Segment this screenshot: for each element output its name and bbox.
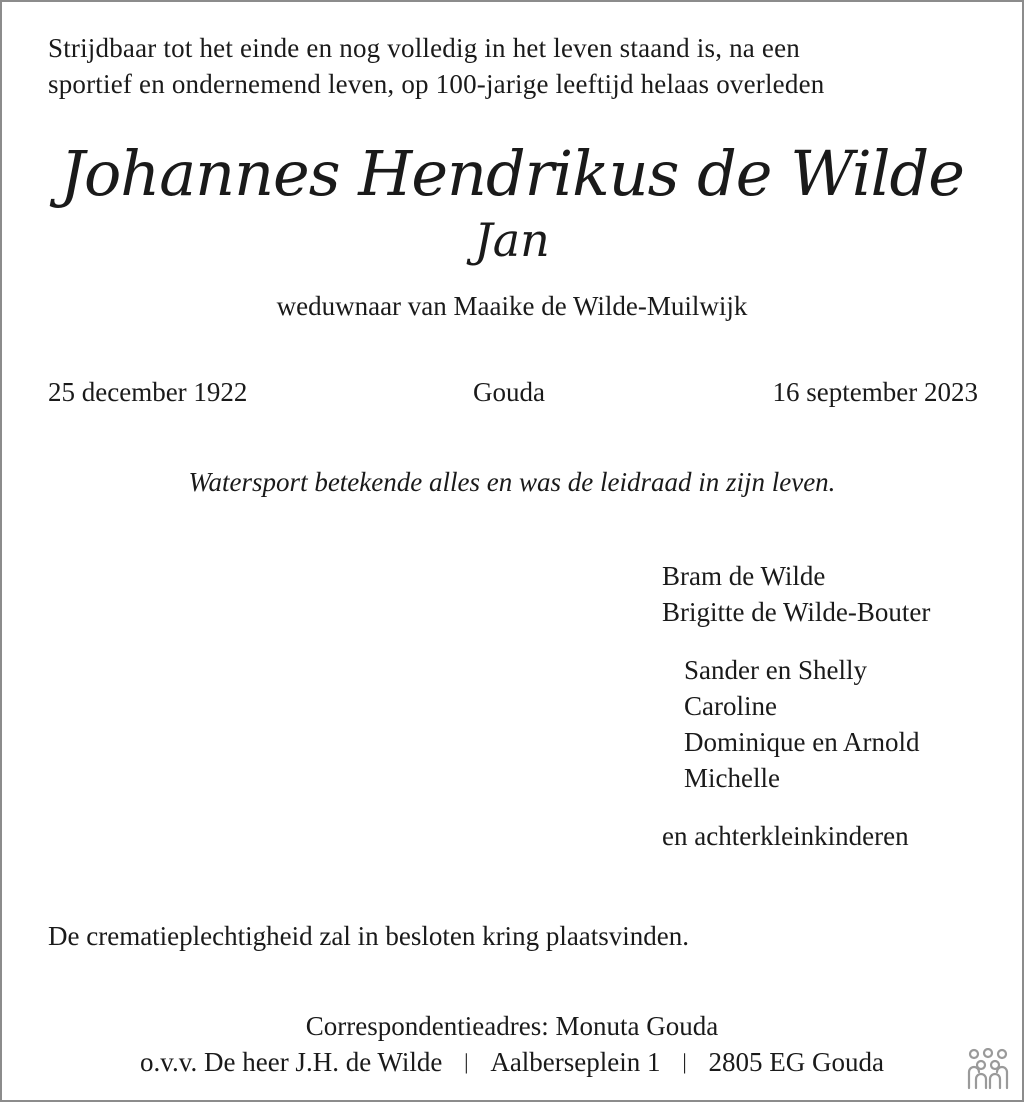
grandchild-name: Sander en Shelly	[684, 655, 867, 685]
deceased-full-name: Johannes Hendrikus de Wilde	[60, 137, 964, 210]
street-address: Aalberseplein 1	[490, 1047, 661, 1077]
great-grandchildren-line: en achterkleinkinderen	[662, 821, 909, 851]
separator: |	[464, 1049, 469, 1074]
widower-line: weduwnaar van Maaike de Wilde-Muilwijk	[276, 291, 748, 321]
child-name: Bram de Wilde	[662, 561, 826, 591]
postal-address: 2805 EG Gouda	[708, 1047, 884, 1077]
grandchildren-group	[662, 652, 1002, 796]
intro-line-1: Strijdbaar tot het einde en nog volledig in het leven staand is, na een	[48, 33, 800, 63]
quote: Watersport betekende alles en was de leidraad in zijn leven.	[188, 467, 836, 497]
grandchild-name: Dominique en Arnold	[684, 727, 920, 757]
life-dates	[48, 374, 978, 410]
cremation-notice: De crematieplechtigheid zal in besloten kring plaatsvinden.	[48, 921, 690, 951]
attention-line: o.v.v. De heer J.H. de Wilde	[140, 1047, 443, 1077]
family-list	[662, 558, 1002, 854]
deceased-nickname: Jan	[474, 213, 550, 267]
correspondence-heading: Correspondentieadres: Monuta Gouda	[305, 1011, 719, 1041]
grandchild-name: Caroline	[684, 691, 777, 721]
separator: |	[682, 1049, 687, 1074]
death-date: 16 september 2023	[772, 377, 978, 407]
great-grandchildren-group	[662, 818, 1002, 854]
birth-date: 25 december 1922	[48, 377, 248, 407]
place: Gouda	[473, 377, 545, 407]
grandchild-name: Michelle	[684, 763, 780, 793]
intro-text	[48, 30, 988, 102]
child-name: Brigitte de Wilde-Bouter	[662, 597, 931, 627]
intro-line-2: sportief en ondernemend leven, op 100-jarige leeftijd helaas overleden	[48, 69, 825, 99]
family-group-icon	[966, 1048, 1010, 1090]
children-group	[662, 558, 1002, 630]
correspondence-address	[2, 1044, 1022, 1082]
